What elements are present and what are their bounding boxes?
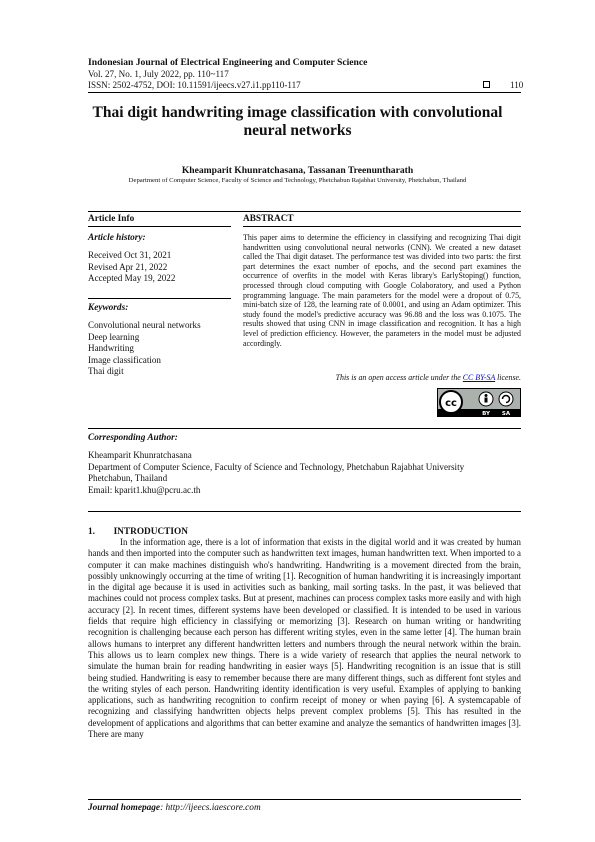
page-number: 110 <box>510 80 524 90</box>
journal-name: Indonesian Journal of Electrical Engineering and Computer Science <box>88 57 368 68</box>
keywords-heading: Keywords: <box>88 303 129 313</box>
homepage-url[interactable]: : http://ijeecs.iaescore.com <box>160 803 261 813</box>
title-line-2: neural networks <box>243 122 352 139</box>
journal-volume: Vol. 27, No. 1, July 2022, pp. 110~117 <box>88 69 229 79</box>
corresponding-city: Phetchabun, Thailand <box>88 473 168 483</box>
corresponding-email[interactable]: Email: kparit1.khu@pcru.ac.th <box>88 484 201 495</box>
history-received: Received Oct 31, 2021 <box>88 250 172 260</box>
abstract-heading: ABSTRACT <box>243 214 294 224</box>
keyword-item: Handwriting <box>88 343 134 353</box>
journal-homepage <box>88 803 261 813</box>
history-accepted: Accepted May 19, 2022 <box>88 273 176 283</box>
keyword-item: Convolutional neural networks <box>88 320 201 330</box>
corresponding-dept: Department of Computer Science, Faculty of Science and Technology, Phetchabun Rajabhat University <box>88 461 465 472</box>
corresponding-heading: Corresponding Author: <box>88 433 178 443</box>
keyword-item: Image classification <box>88 354 161 365</box>
keywords-list <box>88 320 201 378</box>
article-info-heading: Article Info <box>88 214 135 224</box>
authors: Kheamparit Khunratchasana, Tassanan Treenuntharath <box>181 165 414 176</box>
introduction-heading: 1. INTRODUCTION <box>88 527 188 537</box>
corresponding-name: Kheamparit Khunratchasana <box>88 450 192 460</box>
header-rule <box>88 92 521 93</box>
info-top-rule <box>88 211 521 212</box>
introduction-paragraph: In the information age, there is a lot of information that exists in the digital world and it was created by human hands and then imported into the computer such as handwritten text images, human handwritten text. When imported to a computer it can make machines distinguish who's handwriting. Handwriting is a movement directed from the brain, possibly unknowingly occurring at the time of writing [1]. Recognition of human handwriting it is increasingly important in the digital age because it is used in activities such as banking, mail sorting tasks. In the past, it was believed that machines could not process complex tasks. But at present, machines can process complex tasks more easily and with high accuracy [2]. In recent times, different systems have been developed or classified. It is intended to be used in various fields that require high efficiency in classifying or memorizing [3]. Research on human writing or handwriting recognition is challenging because each person has different writing styles, even in the same letter [4]. The human brain allows humans to interpret any different handwritten letters and numbers through the neural network within the brain. This allows us to learn complex new things. There is a wide variety of research that applies the neural network to simulate the human brain for reading handwriting in easier ways [5]. Handwriting recognition is an issue that is still being studied. Handwriting is easy to remember because there are many different things, such as different font styles and the writing styles of each person. Handwriting identity identification is very useful. Examples of applying to banking applications, such as handwriting recognition to confirm receipt of money or when paying [6]. A systemcapable of recognizing and classifying handwritten objects helps prevent complex problems [5]. This has resulted in the development of applications and algorithms that can better examine and analyze the semantics of handwritten images [3]. There are many <box>88 537 521 740</box>
journal-issn-doi: ISSN: 2502-4752, DOI: 10.11591/ijeecs.v27.i1.pp110-117 <box>88 80 301 90</box>
svg-text:SA: SA <box>501 411 511 416</box>
license-prefix: This is an open access article under the <box>335 373 463 382</box>
title-line-1: Thai digit handwriting image classification with convolutional <box>92 104 503 121</box>
corresponding-details <box>88 450 464 496</box>
cc-by-sa-link[interactable]: CC BY-SA <box>462 373 496 382</box>
page-box-icon <box>483 81 490 88</box>
corresponding-top-rule <box>88 428 521 429</box>
svg-text:BY: BY <box>482 411 490 416</box>
license-suffix: license. <box>495 373 521 382</box>
corresponding-bottom-rule <box>88 511 521 512</box>
keyword-item: Thai digit <box>88 366 124 376</box>
license-note <box>243 373 521 382</box>
introduction-body <box>88 537 521 740</box>
svg-text:cc: cc <box>445 398 457 409</box>
homepage-label: Journal homepage <box>88 803 161 813</box>
history-list <box>88 250 175 285</box>
paper-title <box>60 104 535 140</box>
affiliation: Department of Computer Science, Faculty of Science and Technology, Phetchabun Rajabhat University, Phetchabun, Thailand <box>128 177 467 184</box>
abstract-text: This paper aims to determine the efficiency in classifying and recognizing Thai digit handwritten using convolutional neural networks (CNN). We created a new dataset called the Thai digit dataset. The performance test was divided into two parts: the first part determines the exact number of epochs, and the second part examines the occurrence of overfits in the model with Keras library's EarlyStoping() function, processed through cloud computing with Google Colaboratory, and used a Python programming language. The main parameters for the model were a dropout of 0.75, mini-batch size of 128, the learning rate of 0.0001, and using an Adam optimizer. This study found the model's predictive accuracy was 96.88 and the loss was 0.1075. The results showed that using CNN in image classification and recognition. It has a high level of prediction efficiency. However, the parameters in the model must be adjusted accordingly. <box>243 233 521 348</box>
history-heading: Article history: <box>88 233 146 243</box>
keywords-rule <box>88 298 231 299</box>
info-heading-rule <box>88 226 231 227</box>
abstract-heading-rule <box>243 226 521 227</box>
cc-by-sa-badge-icon[interactable] <box>437 388 521 417</box>
footer-rule <box>88 799 521 800</box>
keyword-item: Deep learning <box>88 331 140 342</box>
history-revised: Revised Apr 21, 2022 <box>88 261 168 272</box>
